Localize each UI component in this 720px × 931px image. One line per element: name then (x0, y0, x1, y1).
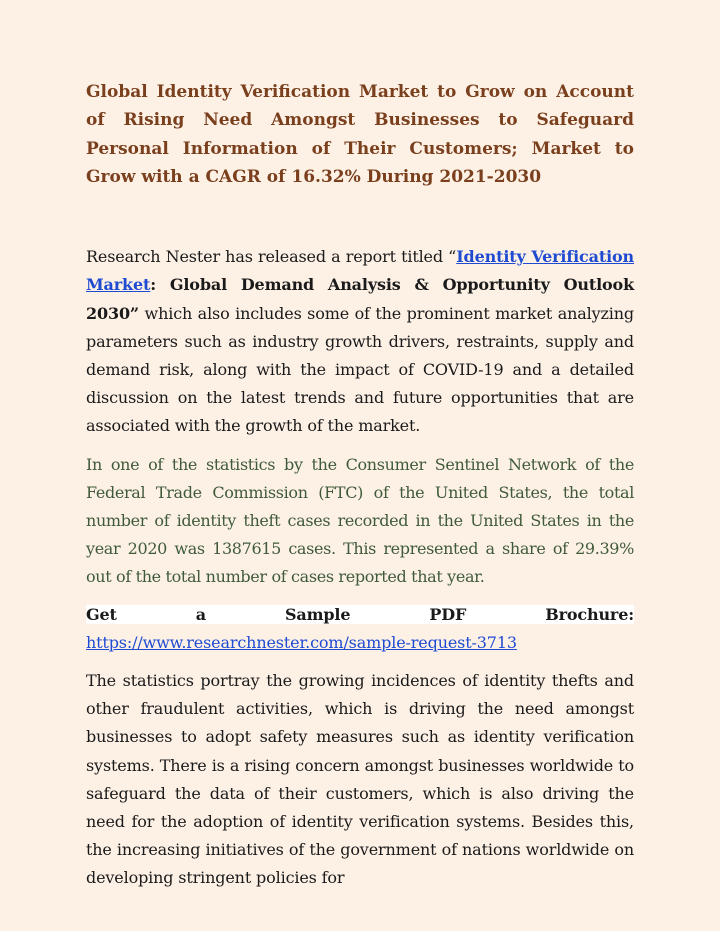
statistics-paragraph: In one of the statistics by the Consumer Sentinel Network of the Federal Trade Commission (FTC) of the United States, the total number of identity theft cases recorded in the United States in the year 2020 was 1387615 cases. This represented a share of 29.39% out of the total number of cases reported that year. (86, 454, 634, 587)
report-title-link[interactable]: Identity Verification Market (86, 247, 634, 295)
sample-brochure-link[interactable]: https://www.researchnester.com/sample-request-3713 (86, 632, 517, 652)
analysis-paragraph: The statistics portray the growing incidences of identity thefts and other fraudulent activities, which is driving the need amongst businesses to adopt safety measures such as identity verification systems. There is a rising concern amongst businesses worldwide to safeguard the data of their customers, which is also driving the need for the adoption of identity verification systems. Besides this, the increasing initiatives of the government of nations worldwide on developing stringent policies for (86, 671, 634, 888)
intro-lead-text: Research Nester has released a report titled “ (86, 247, 457, 267)
press-release-title: Global Identity Verification Market to Grow on Account of Rising Need Amongst Businesses to Safeguard Personal Information of Their Customers; Market to Grow with a CAGR of 16.32% During 2021-2030 (86, 82, 634, 187)
report-subtitle: : Global Demand Analysis & Opportunity Outlook 2030” (86, 275, 634, 323)
sample-brochure-label: Get a Sample PDF Brochure: (86, 604, 634, 624)
intro-rest-text: which also includes some of the prominent market analyzing parameters such as industry growth drivers, restraints, supply and demand risk, along with the impact of COVID-19 and a detailed discussion on the latest trends and future opportunities that are associated with the growth of the market. (86, 303, 634, 436)
sample-brochure-line (86, 601, 634, 657)
intro-paragraph (86, 243, 634, 440)
